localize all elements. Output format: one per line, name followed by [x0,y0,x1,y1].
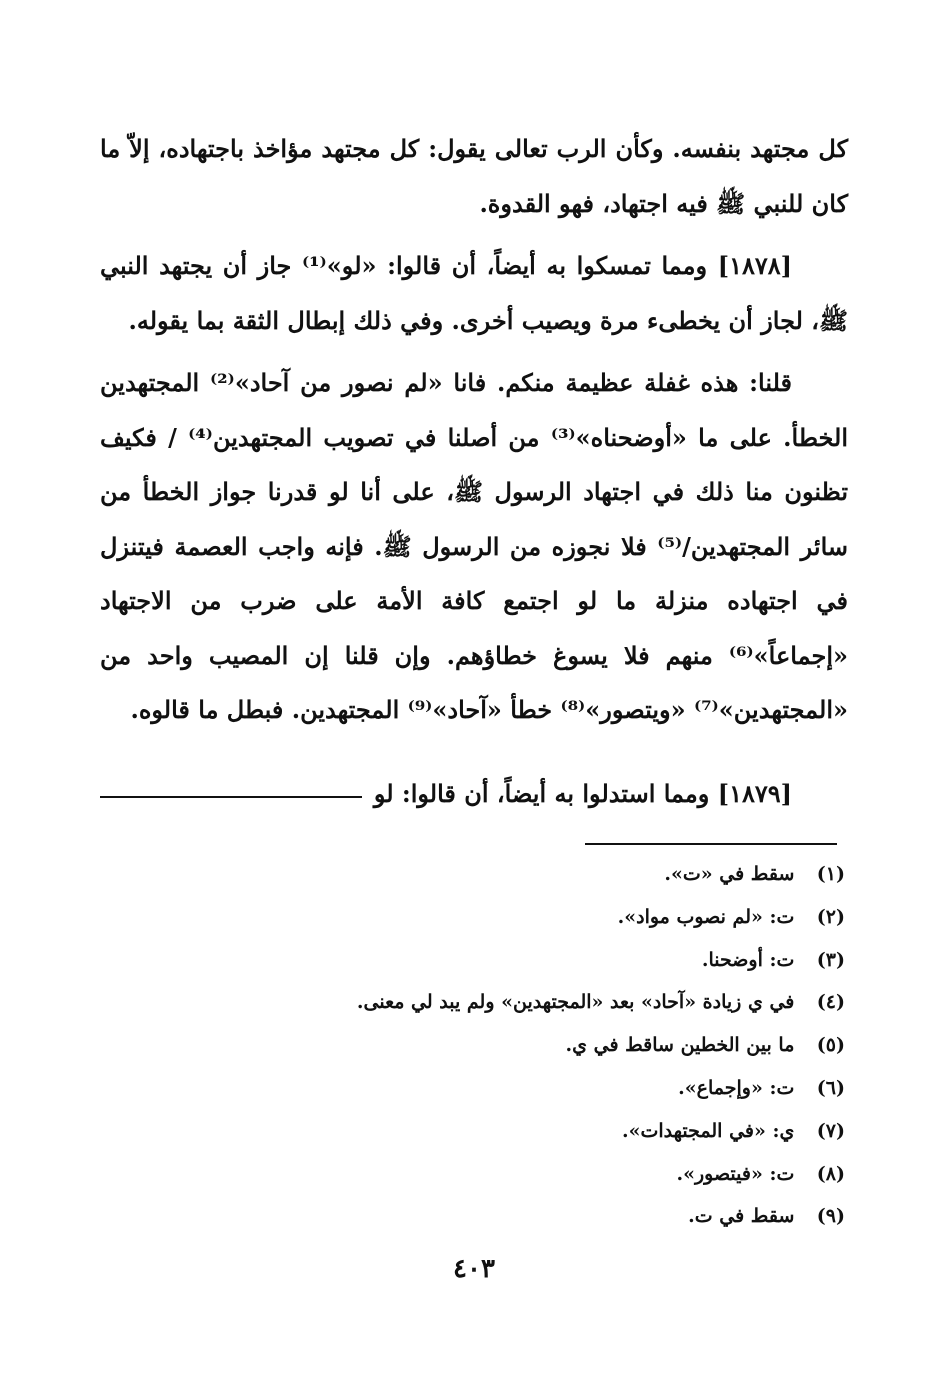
footnote-number: (٨) [816,1162,845,1185]
footnote-text: في ي زيادة «آحاد» بعد «المجتهدين» ولم يبد لي معنى. [356,991,795,1014]
footnote-1 [120,853,845,896]
footnote-8 [120,1153,845,1196]
footnote-text: ت: «وإجماع». [678,1076,795,1099]
footnote-number: (٧) [816,1119,845,1142]
footnote-text: ت: «فيتصور». [676,1162,795,1185]
footnote-6 [120,1067,845,1110]
paragraph-3: قلنا: هذه غفلة عظيمة منكم. فانا «لم نصور من آحاد»⁽²⁾ المجتهدين الخطأ. على ما «أوضحناه»⁽³⁾ من أصلنا في تصويب المجتهدين⁽⁴⁾ / فكيف تظنون منا ذلك في اجتهاد الرسول ﷺ، على أنا لو قدرنا جواز الخطأ من سائر المجتهدين/⁽⁵⁾ فلا نجوزه من الرسول ﷺ. فإنه واجب العصمة فيتنزل في اجتهاده منزلة ما لو اجتمع كافة الأمة على ضرب من الاجتهاد «إجماعاً»⁽⁶⁾ منهم فلا يسوغ خطاؤهم. وإن قلنا إن المصيب واحد من «المجتهدين»⁽⁷⁾ «ويتصور»⁽⁸⁾ خطأ «آحاد»⁽⁹⁾ المجتهدين. فبطل ما قالوه. [100,368,849,724]
footnote-text: سقط في ت. [688,1205,795,1228]
footnote-number: (١) [816,863,845,885]
page-number: ٤٠٣ [453,1254,495,1284]
main-text [100,122,848,746]
footnote-text: ت: أوضحنا. [701,948,795,971]
footnote-7 [120,1110,845,1153]
footnote-number: (٦) [816,1076,845,1099]
continuation-text: [١٨٧٩] ومما استدلوا به أيضاً، أن قالوا: لو [373,779,792,808]
continuation-dash [100,796,362,798]
footnote-number: (٤) [816,991,845,1014]
footnote-3 [120,939,845,982]
footnote-number: (٢) [816,905,845,928]
footnote-number: (٩) [816,1205,845,1228]
footnote-4 [120,981,845,1024]
footnote-2 [120,896,845,939]
paragraph-2: [١٨٧٨] ومما تمسكوا به أيضاً، أن قالوا: «لو»⁽¹⁾ جاز أن يجتهد النبي ﷺ، لجاز أن يخطىء مرة ويصيب أخرى. وفي ذلك إبطال الثقة بما يقوله. [100,251,848,335]
paragraph-1: كل مجتهد بنفسه. وكأن الرب تعالى يقول: كل مجتهد مؤاخذ باجتهاده، إلاّ ما كان للنبي ﷺ فيه اجتهاد، فهو القدوة. [100,134,848,218]
footnote-5 [120,1024,845,1067]
footnote-number: (٣) [816,948,845,971]
footnote-text: ي: «في المجتهدات». [622,1119,795,1142]
footnote-text: ما بين الخطين ساقط في ي. [565,1034,795,1057]
footnote-separator [585,843,837,845]
footnote-text: ت: «لم نصوب مواد». [617,905,795,928]
footnotes [120,853,845,1238]
footnote-9 [120,1195,845,1238]
continuation-line [100,770,848,818]
footnote-text: سقط في «ت». [664,863,795,885]
footnote-number: (٥) [816,1034,845,1057]
